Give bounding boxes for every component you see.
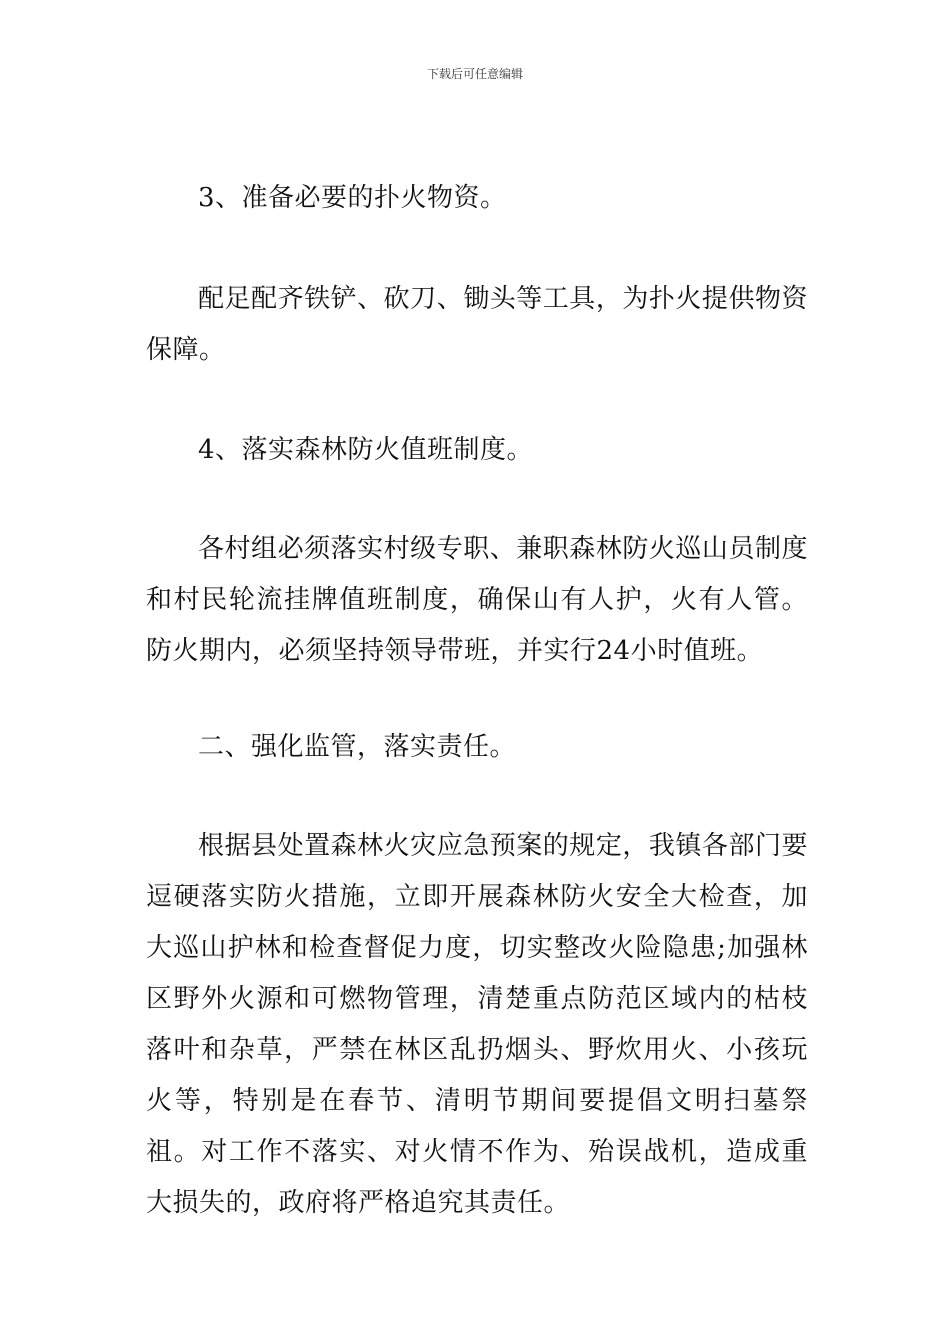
paragraph-section-heading-4: 4、落实森林防火值班制度。: [198, 435, 534, 465]
paragraph-section-heading-2: 二、强化监管，落实责任。: [198, 732, 517, 762]
paragraph-body: 配足配齐铁铲、砍刀、锄头等工具，为扑火提供物资保障。: [146, 284, 808, 365]
page-header: 下载后可任意编辑: [426, 67, 523, 81]
paragraph-section-heading-3: 3、准备必要的扑火物资。: [198, 183, 507, 213]
paragraph-body: 根据县处置森林火灾应急预案的规定，我镇各部门要逗硬落实防火措施，立即开展森林防火安全大检查，加大巡山护林和检查督促力度，切实整改火险隐患;加强林区野外火源和可燃物管理，清楚重点防范区域内的枯枝落叶和杂草，严禁在林区乱扔烟头、野炊用火、小孩玩火等，特别是在春节、清明节期间要提倡文明扫墓祭祖。对工作不落实、对火情不作为、殆误战机，造成重大损失的，政府将严格追究其责任。: [146, 831, 808, 1218]
paragraph-body: 各村组必须落实村级专职、兼职森林防火巡山员制度和村民轮流挂牌值班制度，确保山有人护，火有人管。防火期内，必须坚持领导带班，并实行24小时值班。: [146, 534, 808, 666]
